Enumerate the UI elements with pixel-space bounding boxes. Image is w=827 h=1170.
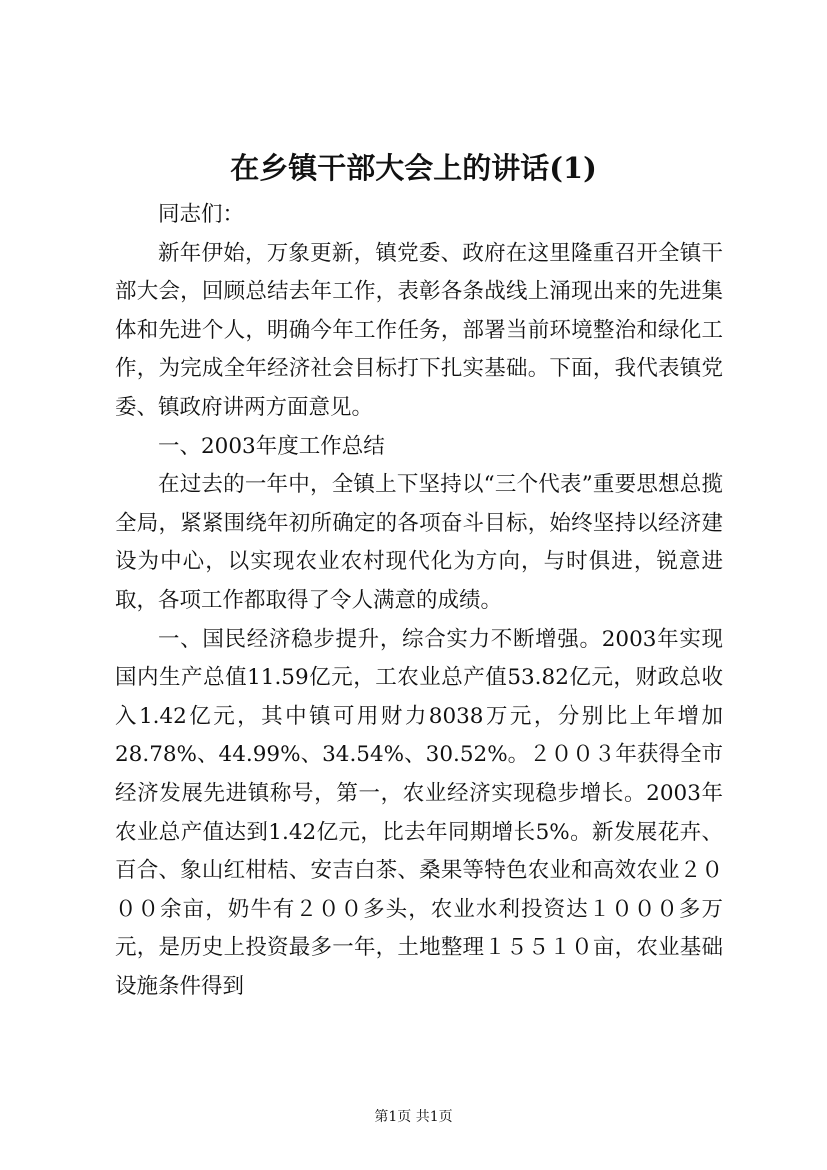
summary-paragraph: 在过去的一年中，全镇上下坚持以“三个代表”重要思想总揽全局，紧紧围绕年初所确定的各项奋斗目标，始终坚持以经济建设为中心，以实现农业农村现代化为方向，与时俱进，锐意进取，各项工作都取得了令人满意的成绩。 (115, 472, 723, 613)
page-footer: 第1页 共1页 (374, 1109, 453, 1125)
salutation-paragraph: 同志们： (158, 202, 245, 227)
intro-paragraph: 新年伊始，万象更新，镇党委、政府在这里隆重召开全镇干部大会，回顾总结去年工作，表彰各条战线上涌现出来的先进集体和先进个人，明确今年工作任务，部署当前环境整治和绿化工作，为完成全年经济社会目标打下扎实基础。下面，我代表镇党委、镇政府讲两方面意见。 (115, 240, 723, 420)
document-title: 在乡镇干部大会上的讲话(1) (230, 151, 597, 185)
document-body (115, 196, 723, 1006)
section-heading: 一、2003年度工作总结 (158, 433, 385, 459)
economy-paragraph: 一、国民经济稳步提升，综合实力不断增强。2003年实现国内生产总值11.59亿元，工农业总产值53.82亿元，财政总收入1.42亿元，其中镇可用财力8038万元，分别比上年增加28.78%、44.99%、34.54%、30.52%。２００３年获得全市经济发展先进镇称号，第一，农业经济实现稳步增长。2003年农业总产值达到1.42亿元，比去年同期增长5%。新发展花卉、百合、象山红柑桔、安吉白茶、桑果等特色农业和高效农业２０００余亩，奶牛有２００多头，农业水利投资达１０００多万元，是历史上投资最多一年，土地整理１５５１０亩，农业基础设施条件得到 (115, 626, 723, 999)
